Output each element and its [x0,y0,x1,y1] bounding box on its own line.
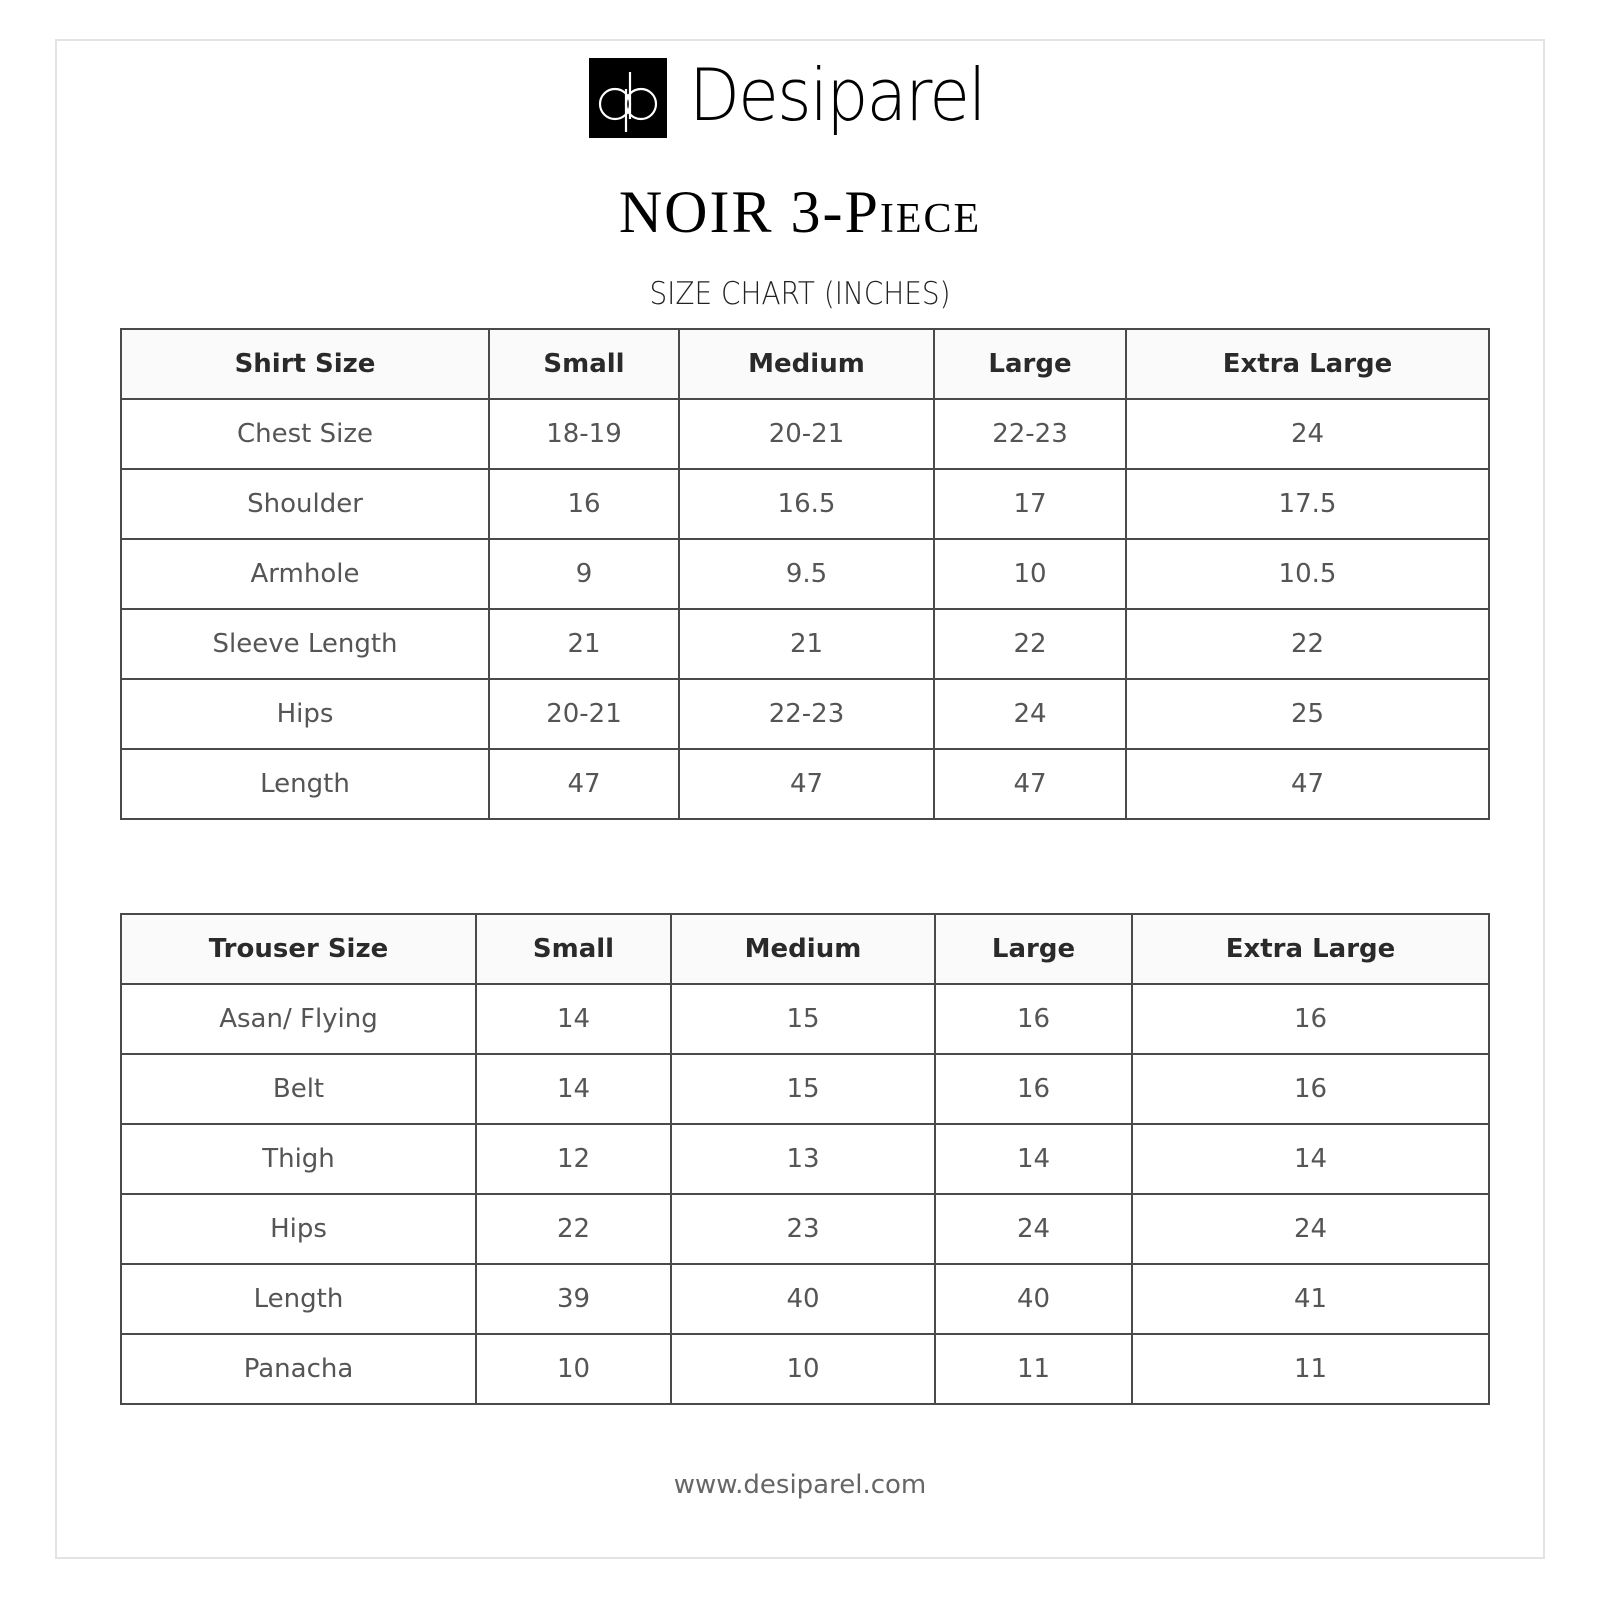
table-cell: 11 [935,1334,1132,1404]
table-cell: 14 [1132,1124,1489,1194]
table-cell: Length [121,1264,476,1334]
table-cell: Sleeve Length [121,609,489,679]
table-row [121,1264,1489,1334]
table-cell: 18-19 [489,399,679,469]
header-cell: Large [935,914,1132,984]
table-cell: 23 [671,1194,935,1264]
table-row [121,1334,1489,1404]
header-cell: Trouser Size [121,914,476,984]
website-url: www.desiparel.com [673,1470,927,1500]
table-cell: 14 [476,984,671,1054]
brand-name: Desiparel [689,53,985,137]
trouser-size-table [120,913,1490,1405]
table-cell: 22 [1126,609,1489,679]
table-cell: 24 [1126,399,1489,469]
table-cell: 40 [671,1264,935,1334]
table-cell: 47 [679,749,934,819]
table-cell: Length [121,749,489,819]
shirt-size-table [120,328,1490,820]
table-cell: Chest Size [121,399,489,469]
header-cell: Small [489,329,679,399]
table-cell: 11 [1132,1334,1489,1404]
table-cell: 9 [489,539,679,609]
page-subtitle: SIZE CHART (INCHES) [649,276,951,312]
table-cell: 22 [476,1194,671,1264]
table-cell: Shoulder [121,469,489,539]
header-cell: Extra Large [1132,914,1489,984]
header-cell: Extra Large [1126,329,1489,399]
table-cell: 16 [1132,1054,1489,1124]
table-cell: 17.5 [1126,469,1489,539]
table-cell: Armhole [121,539,489,609]
table-cell: 15 [671,1054,935,1124]
table-cell: 16 [935,1054,1132,1124]
table-header-row [121,329,1489,399]
table-cell: 47 [1126,749,1489,819]
logo-mark-icon [589,58,667,138]
table-cell: 15 [671,984,935,1054]
table-cell: 20-21 [679,399,934,469]
table-cell: 16.5 [679,469,934,539]
header-cell: Medium [671,914,935,984]
table-cell: 22-23 [934,399,1126,469]
table-cell: 41 [1132,1264,1489,1334]
table-cell: 14 [476,1054,671,1124]
header-cell: Small [476,914,671,984]
table-cell: 10 [476,1334,671,1404]
table-row [121,399,1489,469]
table-row [121,539,1489,609]
table-cell: 22 [934,609,1126,679]
page-title: NOIR 3-Piece [618,179,982,245]
table-cell: 25 [1126,679,1489,749]
table-cell: Belt [121,1054,476,1124]
table-cell: 24 [1132,1194,1489,1264]
table-cell: Asan/ Flying [121,984,476,1054]
table-cell: 47 [489,749,679,819]
table-cell: Hips [121,679,489,749]
table-row [121,469,1489,539]
table-row [121,679,1489,749]
table-cell: 21 [489,609,679,679]
table-cell: 16 [935,984,1132,1054]
table-cell: 9.5 [679,539,934,609]
table-row [121,1124,1489,1194]
table-cell: 12 [476,1124,671,1194]
table-cell: 13 [671,1124,935,1194]
table-cell: 10.5 [1126,539,1489,609]
table-row [121,984,1489,1054]
header-cell: Medium [679,329,934,399]
table-row [121,749,1489,819]
table-cell: 14 [935,1124,1132,1194]
table-cell: 47 [934,749,1126,819]
table-cell: 24 [934,679,1126,749]
table-row [121,1194,1489,1264]
table-cell: 17 [934,469,1126,539]
header-cell: Large [934,329,1126,399]
brand-logo [0,53,1600,138]
table-cell: 10 [671,1334,935,1404]
table-cell: 16 [1132,984,1489,1054]
table-cell: 10 [934,539,1126,609]
header-cell: Shirt Size [121,329,489,399]
table-cell: Hips [121,1194,476,1264]
table-cell: Panacha [121,1334,476,1404]
table-header-row [121,914,1489,984]
table-cell: 22-23 [679,679,934,749]
table-cell: 16 [489,469,679,539]
table-cell: 24 [935,1194,1132,1264]
table-row [121,1054,1489,1124]
table-cell: 40 [935,1264,1132,1334]
table-cell: 20-21 [489,679,679,749]
table-cell: 39 [476,1264,671,1334]
table-cell: Thigh [121,1124,476,1194]
table-cell: 21 [679,609,934,679]
table-row [121,609,1489,679]
